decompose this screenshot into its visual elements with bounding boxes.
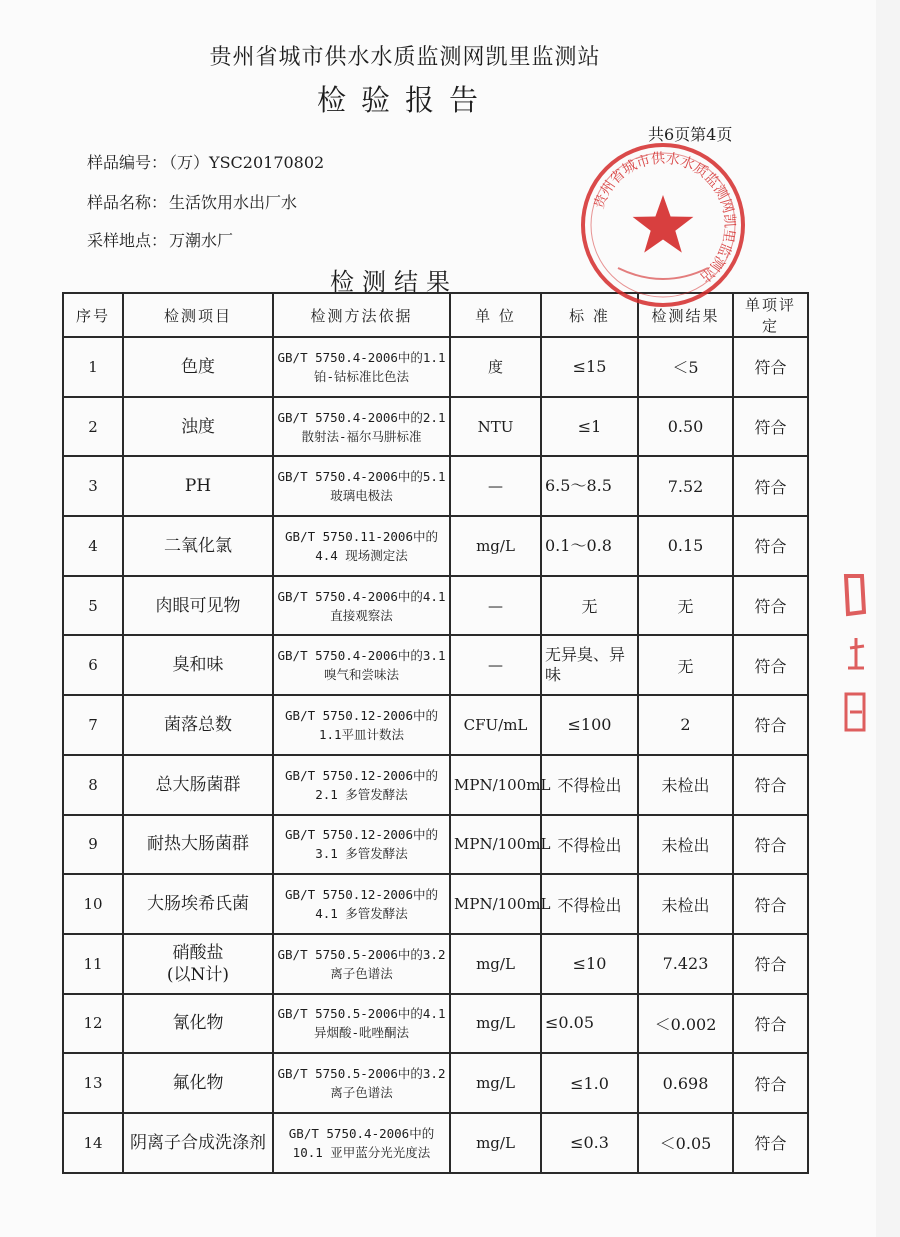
- method-line-1: GB/T 5750.12-2006中的: [285, 887, 438, 903]
- method-line-2: 10.1 亚甲蓝分光光度法: [292, 1144, 431, 1160]
- method-line-1: GB/T 5750.12-2006中的: [285, 827, 438, 843]
- cell-standard: 不得检出: [541, 755, 638, 815]
- item-name: 硝酸盐: [172, 942, 224, 963]
- method-line-1: GB/T 5750.4-2006中的: [288, 1125, 435, 1141]
- header-result: 检测结果: [638, 293, 733, 337]
- method-line-2: 1.1平皿计数法: [318, 726, 405, 742]
- cell-result: 无: [638, 635, 733, 695]
- cell-evaluation: 符合: [733, 934, 808, 994]
- method-line-1: GB/T 5750.4-2006中的3.1: [277, 648, 446, 664]
- cell-method: [273, 635, 450, 695]
- method-line-2: 异烟酸-吡唑酮法: [313, 1025, 410, 1041]
- cell-seq: 1: [63, 337, 123, 397]
- sample-name-field: [87, 190, 297, 213]
- table-row: [63, 994, 808, 1054]
- cell-result: ＜0.002: [638, 994, 733, 1054]
- page-edge: [876, 0, 900, 1237]
- sampling-location-field: [87, 228, 233, 251]
- cell-method: [273, 456, 450, 516]
- official-seal: [578, 140, 748, 310]
- cell-standard: ≤1: [541, 397, 638, 457]
- cell-seq: 6: [63, 635, 123, 695]
- cell-standard: ≤0.05: [541, 994, 638, 1054]
- cell-evaluation: 符合: [733, 456, 808, 516]
- cell-unit: mg/L: [450, 1113, 541, 1173]
- cell-evaluation: 符合: [733, 1113, 808, 1173]
- method-line-2: 4.4 现场测定法: [315, 547, 408, 563]
- item-name: 肉眼可见物: [155, 595, 241, 616]
- method-line-1: GB/T 5750.12-2006中的: [285, 707, 438, 723]
- method-line-2: 玻璃电极法: [330, 488, 393, 504]
- method-line-1: GB/T 5750.4-2006中的5.1: [277, 469, 446, 485]
- header-standard: 标 准: [541, 293, 638, 337]
- cell-evaluation: 符合: [733, 397, 808, 457]
- cell-result: 0.50: [638, 397, 733, 457]
- method-line-2: 离子色谱法: [330, 1085, 393, 1101]
- organization-name: 贵州省城市供水水质监测网凯里监测站: [209, 45, 601, 70]
- cell-result: 0.15: [638, 516, 733, 576]
- cell-unit: 度: [450, 337, 541, 397]
- method-line-1: GB/T 5750.11-2006中的: [285, 528, 438, 544]
- method-line-1: GB/T 5750.4-2006中的4.1: [277, 588, 446, 604]
- table-row: [63, 934, 808, 994]
- cell-seq: 2: [63, 397, 123, 457]
- cell-seq: 9: [63, 815, 123, 875]
- item-name: 大肠埃希氏菌: [147, 894, 249, 915]
- cell-unit: MPN/100mL: [450, 874, 541, 934]
- cell-method: [273, 1053, 450, 1113]
- method-line-1: GB/T 5750.5-2006中的3.2: [277, 1066, 446, 1082]
- cell-evaluation: 符合: [733, 516, 808, 576]
- cell-item: [123, 456, 273, 516]
- cell-item: [123, 934, 273, 994]
- cell-evaluation: 符合: [733, 337, 808, 397]
- method-line-2: 2.1 多管发酵法: [315, 786, 408, 802]
- method-line-2: 嗅气和尝味法: [323, 667, 399, 683]
- cell-unit: NTU: [450, 397, 541, 457]
- method-line-2: 3.1 多管发酵法: [315, 846, 408, 862]
- cell-method: [273, 576, 450, 636]
- cell-result: 2: [638, 695, 733, 755]
- cell-result: 未检出: [638, 874, 733, 934]
- cell-method: [273, 397, 450, 457]
- table-row: [63, 695, 808, 755]
- table-row: [63, 1053, 808, 1113]
- cell-result: 7.52: [638, 456, 733, 516]
- cell-seq: 10: [63, 874, 123, 934]
- cell-seq: 12: [63, 994, 123, 1054]
- cell-method: [273, 934, 450, 994]
- cell-unit: mg/L: [450, 1053, 541, 1113]
- cell-unit: mg/L: [450, 934, 541, 994]
- method-line-1: GB/T 5750.5-2006中的4.1: [277, 1006, 446, 1022]
- table-row: [63, 337, 808, 397]
- header-seq: 序号: [63, 293, 123, 337]
- cell-item: [123, 1053, 273, 1113]
- cell-evaluation: 符合: [733, 874, 808, 934]
- cell-standard: 无: [541, 576, 638, 636]
- cell-seq: 3: [63, 456, 123, 516]
- item-name: 氰化物: [172, 1013, 224, 1034]
- cell-evaluation: 符合: [733, 695, 808, 755]
- cell-unit: —: [450, 576, 541, 636]
- sample-number-field: [87, 150, 324, 173]
- sample-number-value: （万）YSC20170802: [169, 153, 325, 172]
- cell-standard: 6.5～8.5: [541, 456, 638, 516]
- cell-standard: 不得检出: [541, 874, 638, 934]
- cell-result: ＜5: [638, 337, 733, 397]
- cell-item: [123, 874, 273, 934]
- cell-result: 未检出: [638, 815, 733, 875]
- item-name: 阴离子合成洗涤剂: [130, 1132, 266, 1153]
- item-name: PH: [184, 476, 212, 497]
- cell-standard: ≤0.3: [541, 1113, 638, 1173]
- results-table: [62, 292, 809, 1174]
- cell-item: [123, 695, 273, 755]
- cell-seq: 13: [63, 1053, 123, 1113]
- svg-text:贵州省城市供水水质监测网凯里监测站: 贵州省城市供水水质监测网凯里监测站: [591, 150, 738, 285]
- cell-result: 0.698: [638, 1053, 733, 1113]
- cell-evaluation: 符合: [733, 755, 808, 815]
- cell-standard: ≤15: [541, 337, 638, 397]
- table-row: [63, 1113, 808, 1173]
- cell-result: ＜0.05: [638, 1113, 733, 1173]
- item-name: 二氧化氯: [164, 535, 232, 556]
- cell-item: [123, 994, 273, 1054]
- sampling-location-label: 采样地点：: [87, 231, 168, 250]
- method-line-1: GB/T 5750.4-2006中的2.1: [277, 409, 446, 425]
- cell-item: [123, 516, 273, 576]
- cell-unit: CFU/mL: [450, 695, 541, 755]
- table-row: [63, 576, 808, 636]
- cell-item: [123, 576, 273, 636]
- cell-standard: 不得检出: [541, 815, 638, 875]
- method-line-2: 散射法-福尔马肼标准: [301, 428, 422, 444]
- cell-item: [123, 397, 273, 457]
- header-item: 检测项目: [123, 293, 273, 337]
- sampling-location-value: 万潮水厂: [169, 231, 234, 250]
- item-name: 氟化物: [172, 1073, 224, 1094]
- item-name: 色度: [181, 356, 215, 377]
- cell-method: [273, 695, 450, 755]
- cell-item: [123, 815, 273, 875]
- cell-unit: —: [450, 456, 541, 516]
- cell-method: [273, 815, 450, 875]
- cell-unit: MPN/100mL: [450, 755, 541, 815]
- cell-method: [273, 516, 450, 576]
- cell-method: [273, 337, 450, 397]
- cell-item: [123, 337, 273, 397]
- cell-seq: 7: [63, 695, 123, 755]
- cell-evaluation: 符合: [733, 994, 808, 1054]
- cell-item: [123, 1113, 273, 1173]
- cell-standard: ≤10: [541, 934, 638, 994]
- cell-seq: 4: [63, 516, 123, 576]
- cell-unit: mg/L: [450, 516, 541, 576]
- method-line-1: GB/T 5750.4-2006中的1.1: [277, 349, 446, 365]
- method-line-1: GB/T 5750.12-2006中的: [285, 767, 438, 783]
- item-name: 浊度: [181, 416, 215, 437]
- cell-method: [273, 874, 450, 934]
- cell-item: [123, 635, 273, 695]
- table-row: [63, 397, 808, 457]
- table-row: [63, 815, 808, 875]
- item-name: 臭和味: [172, 655, 224, 676]
- cell-evaluation: 符合: [733, 815, 808, 875]
- item-name-note: (以N计): [166, 964, 230, 985]
- table-row: [63, 635, 808, 695]
- cell-unit: MPN/100mL: [450, 815, 541, 875]
- cell-standard: 0.1～0.8: [541, 516, 638, 576]
- cell-seq: 5: [63, 576, 123, 636]
- cell-method: [273, 755, 450, 815]
- cell-method: [273, 1113, 450, 1173]
- header-unit: 单 位: [450, 293, 541, 337]
- cell-result: 无: [638, 576, 733, 636]
- method-line-1: GB/T 5750.5-2006中的3.2: [277, 946, 446, 962]
- page-number: 共6页第4页: [648, 125, 733, 144]
- item-name: 菌落总数: [164, 714, 232, 735]
- cell-unit: —: [450, 635, 541, 695]
- cell-standard: 无异臭、异味: [541, 635, 638, 695]
- cell-standard: ≤100: [541, 695, 638, 755]
- cell-seq: 11: [63, 934, 123, 994]
- table-row: [63, 516, 808, 576]
- document-title: 检验报告: [316, 83, 493, 117]
- table-row: [63, 874, 808, 934]
- cell-standard: ≤1.0: [541, 1053, 638, 1113]
- cell-seq: 8: [63, 755, 123, 815]
- method-line-2: 4.1 多管发酵法: [315, 906, 408, 922]
- cell-result: 未检出: [638, 755, 733, 815]
- method-line-2: 直接观察法: [330, 607, 393, 623]
- sample-number-label: 样品编号：: [87, 153, 168, 172]
- cell-method: [273, 994, 450, 1054]
- method-line-2: 离子色谱法: [330, 965, 393, 981]
- header-method: 检测方法依据: [273, 293, 450, 337]
- table-row: [63, 456, 808, 516]
- cell-seq: 14: [63, 1113, 123, 1173]
- header-evaluation: 单项评定: [733, 293, 808, 337]
- cell-unit: mg/L: [450, 994, 541, 1054]
- cell-evaluation: 符合: [733, 1053, 808, 1113]
- partial-seal-edge: [838, 568, 868, 738]
- method-line-2: 铂-钴标准比色法: [313, 368, 410, 384]
- table-row: [63, 755, 808, 815]
- item-name: 总大肠菌群: [155, 774, 241, 795]
- cell-evaluation: 符合: [733, 576, 808, 636]
- sample-name-value: 生活饮用水出厂水: [169, 193, 298, 212]
- seal-star-icon: [633, 195, 694, 253]
- item-name: 耐热大肠菌群: [147, 834, 249, 855]
- sample-name-label: 样品名称：: [87, 193, 168, 212]
- results-title: 检测结果: [330, 268, 458, 296]
- cell-evaluation: 符合: [733, 635, 808, 695]
- cell-result: 7.423: [638, 934, 733, 994]
- cell-item: [123, 755, 273, 815]
